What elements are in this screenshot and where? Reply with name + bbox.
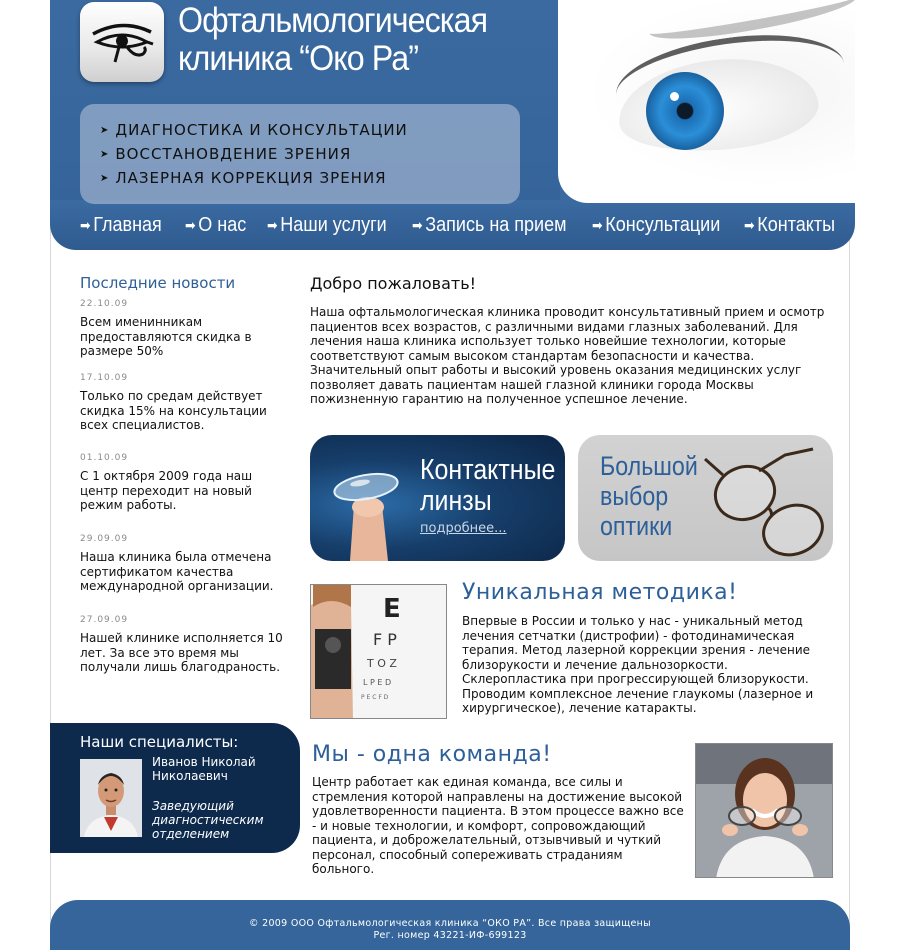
logo[interactable] [80,2,164,82]
welcome-text: Наша офтальмологическая клиника проводит консультативный прием и осмотр пациентов всех возрастов, с различными видами глазных заболеваний. Для лечения наша клиника использует только новейшие технологии, которые соответствуют самым высоком стандартам безопасности и качества. Значительный опыт работы и высокий уровень оказания медицинских услуг позволяет давать пациентам нашей глазной клиники города Москвы пожизненную гарантию на полученное успешное лечение. [310,305,825,406]
promo-lenses-more-link[interactable]: подробнее... [420,521,507,536]
promo-optics-title: Большой выбор оптики [600,451,698,541]
svg-text:L P E D: L P E D [363,678,392,687]
nav-contacts[interactable]: ➡ Контакты [744,214,836,236]
nav-about[interactable]: ➡ О нас [184,214,247,236]
footer-copyright: © 2009 ООО Офтальмологическая клиника “ОКО РА”. Все права защищены [249,918,651,929]
arrow-right-icon: ➡ [266,217,278,233]
specialists-heading: Наши специалисты: [80,733,239,751]
eye-of-ra-icon [89,20,155,64]
specialist-portrait-icon [80,759,142,837]
news-text: Нашей клинике исполняется 10 лет. За все это время мы получали лишь благодраность. [80,631,283,674]
news-item[interactable] [80,534,285,594]
arrow-right-icon: ➡ [80,217,91,233]
promo-optics[interactable] [578,435,833,561]
news-text: Наша клиника была отмечена сертификатом качества международной организации. [80,550,274,593]
news-heading: Последние новости [80,274,236,292]
news-date: 22.10.09 [80,299,129,309]
specialists-panel [50,723,300,853]
team-text: Центр работает как единая команда, все силы и стремления которой направлены на достижение высокой удовлетворенности пациента. В этом процессе важно все - и новые технологии, и комфорт, сопровождающий пациента, и доброжелательный, отзывчивый и чуткий персонал, способный сопереживать страданиям больного. [312,775,684,876]
svg-text:T O Z: T O Z [367,657,397,670]
news-item[interactable] [80,373,285,433]
bullet-icon: ➤ [100,172,110,184]
svg-text:E: E [383,594,401,624]
arrow-right-icon: ➡ [591,217,603,233]
site-title: Офтальмологическая клиника “Око Ра” [178,1,488,78]
arrow-right-icon: ➡ [744,217,755,233]
team-heading: Мы - одна команда! [312,742,552,767]
fingertip-lens-icon [310,435,430,561]
footer-registration: Рег. номер 43221-ИФ-699123 [373,930,527,941]
site-header [50,0,855,250]
nav-home[interactable]: ➡ Главная [80,214,162,236]
main-nav [80,214,845,237]
promo-lenses-title: Контактные линзы [420,454,556,517]
eye-photo [558,0,855,203]
nav-services[interactable]: ➡ Наши услуги [266,214,387,236]
eye-chart-icon [311,585,447,719]
news-date: 27.09.09 [80,615,129,625]
eyeglasses-icon [693,435,833,561]
specialist-role: Заведующий диагностическим отделением [152,799,264,841]
promo-contact-lenses[interactable] [310,435,565,561]
site-footer [50,900,850,950]
nav-consultations[interactable]: ➡ Консультации [591,214,720,236]
news-date: 17.10.09 [80,373,129,383]
svg-text:F P: F P [373,630,397,649]
service-link-laser[interactable]: ➤ ЛАЗЕРНАЯ КОРРЕКЦИЯ ЗРЕНИЯ [100,169,387,187]
arrow-right-icon: ➡ [184,217,196,233]
service-link-restoration[interactable]: ➤ ВОССТАНОВДЕНИЕ ЗРЕНИЯ [100,145,352,163]
service-link-diagnostics[interactable]: ➤ ДИАГНОСТИКА И КОНСУЛЬТАЦИИ [100,121,408,139]
nav-appointment[interactable]: ➡ Запись на прием [411,214,567,236]
svg-text:P E C F D: P E C F D [361,694,389,701]
welcome-heading: Добро пожаловать! [310,274,477,293]
news-item[interactable] [80,453,285,513]
news-date: 29.09.09 [80,534,129,544]
bullet-icon: ➤ [100,124,110,136]
eye-test-photo [310,584,447,719]
bullet-icon: ➤ [100,148,110,160]
arrow-right-icon: ➡ [411,217,423,233]
news-date: 01.10.09 [80,453,129,463]
specialist-name[interactable]: Иванов Николай Николаевич [152,755,256,783]
services-panel [80,104,520,204]
unique-text: Впервые в России и только у нас - уникальный метод лечения сетчатки (дистрофии) - фотодинамическая терапия. Метод лазерной коррекции зрения - лечение близорукости и лечение дальнозоркости. Склеропластика при прогрессирующей близорукости. Проводим комплексное лечение глаукомы (лазерное и хирургическое), лечение катаракты. [462,614,814,715]
news-item[interactable] [80,615,285,675]
unique-heading: Уникальная методика! [462,580,738,605]
news-item[interactable] [80,299,285,359]
specialist-photo[interactable] [80,759,142,837]
news-text: С 1 октября 2009 года наш центр переходит на новый режим работы. [80,469,253,512]
optician-photo [695,743,833,878]
news-text: Всем именинникам предоставляются скидка в размере 50% [80,315,252,358]
smiling-woman-glasses-icon [696,744,833,878]
news-text: Только по средам действует скидка 15% на консультации всех специалистов. [80,389,267,432]
